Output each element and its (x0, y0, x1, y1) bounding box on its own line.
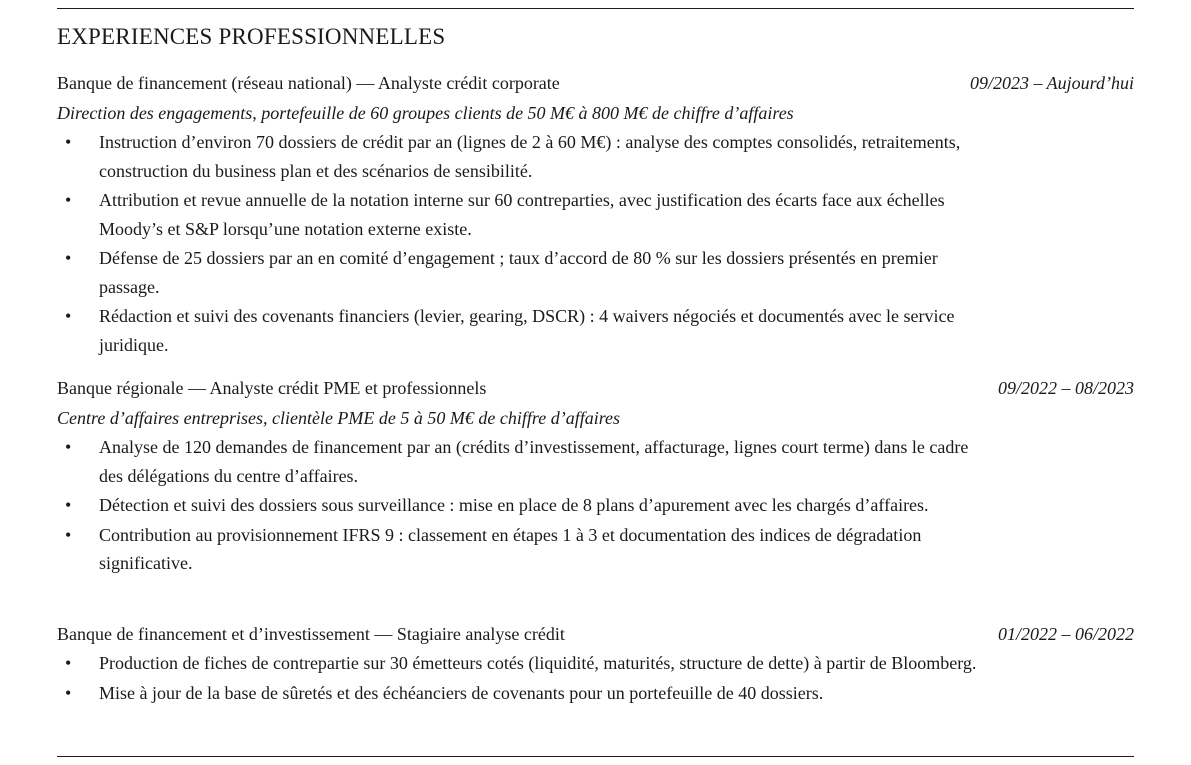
bullet-icon: • (65, 495, 72, 515)
section-title: EXPERIENCES PROFESSIONNELLES (57, 24, 446, 49)
bullet-icon: • (65, 682, 72, 703)
bullet-text: Défense de 25 dossiers par an en comité d’engagement ; taux d’accord de 80 % sur les dossiers présentés en premier passage. (99, 248, 938, 297)
experience-dates: 09/2022 – 08/2023 (997, 378, 1134, 398)
experience-title: Banque de financement (réseau national) — Analyste crédit corporate (57, 73, 560, 93)
bullet-text: Rédaction et suivi des covenants financiers (levier, gearing, DSCR) : 4 waivers négociés et documentés avec le service juridique. (99, 306, 955, 355)
bullet-icon: • (65, 437, 72, 457)
experience-bullet-list (57, 433, 1134, 578)
experience-subtitle: Direction des engagements, portefeuille de 60 groupes clients de 50 M€ à 800 M€ de chiffre d’affaires (57, 103, 794, 123)
experience-bullet (57, 649, 979, 678)
bullet-text: Production de fiches de contrepartie sur 30 émetteurs cotés (liquidité, maturités, structure de dette) à partir de Bloomberg. (99, 653, 977, 673)
bottom-rule (57, 756, 1134, 757)
experience-title: Banque régionale — Analyste crédit PME et professionnels (57, 378, 487, 398)
experience-bullet-list (57, 128, 1134, 359)
bullet-icon: • (65, 306, 72, 326)
bullet-text: Contribution au provisionnement IFRS 9 : classement en étapes 1 à 3 et documentation des indices de dégradation significative. (99, 524, 922, 573)
experience-entry (57, 620, 1134, 708)
experience-bullet (57, 186, 979, 243)
bullet-icon: • (65, 132, 72, 152)
experience-bullet (57, 679, 979, 708)
experience-bullet (57, 244, 979, 301)
bullet-text: Détection et suivi des dossiers sous surveillance : mise en place de 8 plans d’apurement avec les chargés d’affaires. (99, 495, 929, 515)
bullet-text: Attribution et revue annuelle de la notation interne sur 60 contreparties, avec justification des écarts face aux échelles Moody’s et S&P lorsqu’une notation externe existe. (99, 190, 945, 239)
experience-bullet (57, 491, 979, 520)
bullet-icon: • (65, 653, 72, 673)
experience-header (57, 620, 1134, 649)
experience-bullet (57, 433, 979, 490)
bullet-text: Mise à jour de la base de sûretés et des échéanciers de covenants pour un portefeuille de 40 dossiers. (99, 682, 824, 703)
experience-bullet (57, 128, 979, 185)
experience-bullet (57, 302, 979, 359)
experience-entry (57, 69, 1134, 360)
experience-entry (57, 374, 1134, 579)
top-rule (57, 8, 1134, 9)
experience-bullet-list (57, 649, 1134, 707)
experience-bullet (57, 521, 979, 578)
experience-title: Banque de financement et d’investissement — Stagiaire analyse crédit (57, 624, 565, 644)
bullet-icon: • (65, 248, 72, 268)
experience-dates: 01/2022 – 06/2022 (997, 624, 1134, 644)
experience-header (57, 374, 1134, 403)
experience-dates: 09/2023 – Aujourd’hui (969, 73, 1134, 93)
bullet-icon: • (65, 524, 72, 545)
experience-header (57, 69, 1134, 98)
bullet-text: Analyse de 120 demandes de financement par an (crédits d’investissement, affacturage, lignes court terme) dans le cadre des délégations du centre d’affaires. (99, 437, 969, 486)
bullet-text: Instruction d’environ 70 dossiers de crédit par an (lignes de 2 à 60 M€) : analyse des comptes consolidés, retraitements, construction du business plan et des scénarios de sensibilité. (99, 132, 961, 181)
bullet-icon: • (65, 190, 72, 210)
experience-subtitle: Centre d’affaires entreprises, clientèle PME de 5 à 50 M€ de chiffre d’affaires (57, 408, 621, 428)
